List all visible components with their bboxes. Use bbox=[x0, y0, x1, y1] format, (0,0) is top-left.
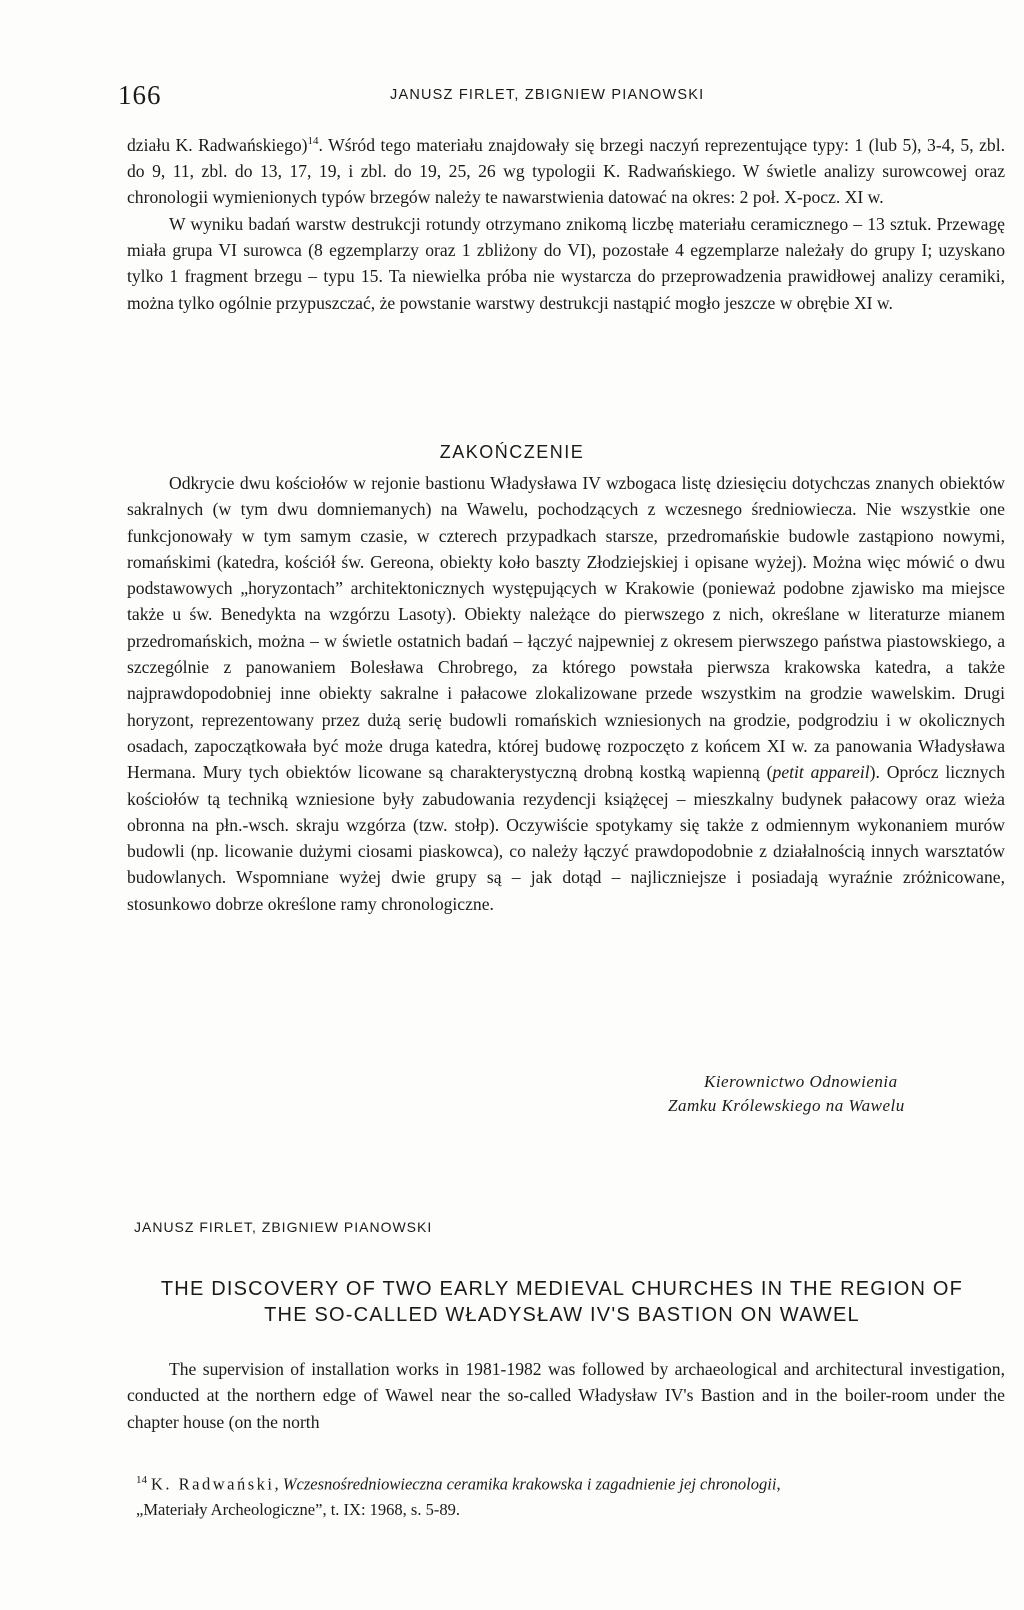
running-head: JANUSZ FIRLET, ZBIGNIEW PIANOWSKI bbox=[390, 87, 705, 103]
text-run: Odkrycie dwu kościołów w rejonie bastionu Władysława IV wzbogaca listę dziesięciu dotychczas znanych obiektów sakralnych (w tym dwu domniemanych) na Wawelu, pochodzących z wczesnego średniowiecza. Nie wszystkie one funkcjonowały w tym samym czasie, w czterech przypadkach starsze, przedromańskie budowle zastąpiono nowymi, romańskimi (katedra, kościół św. Gereona, obiekty koło baszty Złodziejskiej i opisane wyżej). Można więc mówić o dwu podstawowych „horyzontach” architektonicznych występujących w Krakowie (ponieważ podobne zjawisko ma miejsce także u św. Benedykta na wzgórzu Lasoty). Obiekty należące do pierwszego z nich, określane w literaturze mianem przedromańskich, można – w świetle ostatnich badań – łączyć najpewniej z okresem pierwszego państwa piastowskiego, a szczególnie z panowaniem Bolesława Chrobrego, za którego powstała pierwsza krakowska katedra, a także najprawdopodobniej inne obiekty sakralne i pałacowe zlokalizowane przede wszystkim na grodzie wawelskim. Drugi horyzont, reprezentowany przez dużą serię budowli romańskich wzniesionych na grodzie, podgrodziu i w okolicznych osadach, zapoczątkowała być może druga katedra, której budowę rozpoczęto z końcem XI w. za panowania Władysława Hermana. Mury tych obiektów licowane są charakterystyczną drobną kostką wapienną ( bbox=[127, 473, 1005, 783]
paragraph bbox=[127, 470, 1005, 917]
summary-title-line: THE SO-CALLED WŁADYSŁAW IV'S BASTION ON WAWEL bbox=[264, 1304, 860, 1326]
text-run: . Wśród tego materiału znajdowały się brzegi naczyń reprezentujące typy: 1 (lub 5), 3-4, 5, zbl. do 9, 11, zbl. do 13, 17, 19, i zbl. do 19, 25, 26 wg typologii K. Radwańskiego. W świetle analizy surowcowej oraz chronologii wymienionych typów brzegów należy te nawarstwienia datować na okres: 2 poł. X-pocz. XI w. bbox=[127, 134, 1005, 208]
footnote-ref: 14 bbox=[307, 135, 319, 147]
section-heading: ZAKOŃCZENIE bbox=[439, 442, 585, 462]
summary-authors: JANUSZ FIRLET, ZBIGNIEW PIANOWSKI bbox=[134, 1219, 433, 1235]
footnote bbox=[136, 1468, 1006, 1522]
text-run: działu K. Radwańskiego) bbox=[127, 134, 308, 155]
page-header bbox=[118, 80, 1008, 116]
footnote-line: $^{14}$ K. Radwański, Wczesnośredniowieczna ceramika krakowska i zagadnienie jej chronologii, bbox=[136, 1474, 781, 1494]
affiliation-line-1: Kierownictwo Odnowienia bbox=[704, 1072, 898, 1091]
paragraph: The supervision of installation works in 1981-1982 was followed by archaeological and architectural investigation, conducted at the northern edge of Wawel near the so-called Władysław IV's Bastion and in the boiler-room under the chapter house (on the north bbox=[127, 1359, 1005, 1432]
paragraph bbox=[127, 128, 1005, 211]
text-run: , bbox=[776, 1474, 781, 1494]
footnote-author: K. Radwański bbox=[151, 1474, 275, 1494]
footnote-number: 14 bbox=[136, 1474, 147, 1486]
text-block-1 bbox=[127, 128, 1005, 316]
summary-text bbox=[127, 1356, 1005, 1435]
footnote-line: „Materiały Archeologiczne”, t. IX: 1968, s. 5-89. bbox=[136, 1499, 460, 1519]
footnote-title: Wczesnośredniowieczna ceramika krakowska i zagadnienie jej chronologii bbox=[282, 1474, 777, 1494]
text-run: ). Oprócz licznych kościołów tą techniką wzniesione były zabudowania rezydencji książęcej – mieszkalny budynek pałacowy oraz wieża obronna na płn.-wsch. skraju wzgórza (tzw. stołp). Oczywiście spotykamy się także z odmiennym wykonaniem murów budowli (np. licowanie dużymi ciosami piaskowca), co należy łączyć prawdopodobnie z działalnością innych warsztatów budowlanych. Wspomniane wyżej dwie grupy są – jak dotąd – najliczniejsze i posiadają wyraźnie zróżnicowane, stosunkowo dobrze określone ramy chronologiczne. bbox=[127, 762, 1005, 914]
affiliation-line-2: Zamku Królewskiego na Wawelu bbox=[668, 1096, 905, 1115]
page-number: 166 bbox=[118, 80, 162, 110]
paragraph: W wyniku badań warstw destrukcji rotundy otrzymano znikomą liczbę materiału ceramicznego – 13 sztuk. Przewagę miała grupa VI surowca (8 egzemplarzy oraz 1 zbliżony do VI), pozostałe 4 egzemplarze należały do grupy I; uzyskano tylko 1 fragment brzegu – typu 15. Ta niewielka próba nie wystarcza do przeprowadzenia prawidłowej analizy ceramiki, można tylko ogólnie przypuszczać, że powstanie warstwy destrukcji nastąpić mogło jeszcze w obrębie XI w. bbox=[127, 213, 1005, 313]
summary-title-line: THE DISCOVERY OF TWO EARLY MEDIEVAL CHURCHES IN THE REGION OF bbox=[160, 1278, 964, 1300]
italic-term: petit appareil bbox=[772, 762, 870, 783]
text-block-2 bbox=[127, 470, 1005, 917]
summary-title bbox=[112, 1276, 1012, 1328]
